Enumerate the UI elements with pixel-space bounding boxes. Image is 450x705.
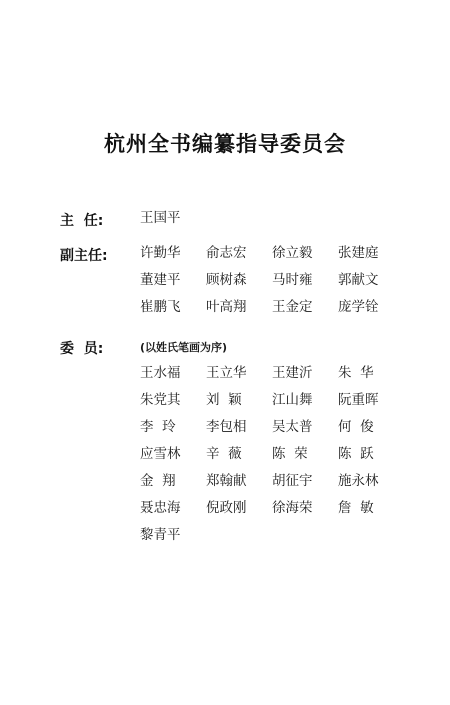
vice-chairman-name: 张建庭 bbox=[338, 245, 379, 261]
member-name: 李 玲 bbox=[140, 419, 176, 435]
member-name: 詹 敏 bbox=[338, 500, 374, 516]
vice-chairman-name: 崔鹏飞 bbox=[140, 299, 181, 315]
vice-chairman-name: 马时雍 bbox=[272, 272, 313, 288]
vice-chairman-name: 王金定 bbox=[272, 299, 313, 315]
member-name: 阮重晖 bbox=[338, 392, 379, 408]
member-name: 何 俊 bbox=[338, 419, 374, 435]
member-name: 应雪林 bbox=[140, 446, 181, 462]
member-name: 倪政刚 bbox=[206, 500, 247, 516]
member-name: 金 翔 bbox=[140, 473, 176, 489]
member-name: 辛 薇 bbox=[206, 446, 242, 462]
members-order-note: (以姓氏笔画为序) bbox=[140, 341, 228, 354]
member-name: 吴太普 bbox=[272, 419, 313, 435]
vice-chairman-label: 副主任: bbox=[60, 248, 108, 264]
vice-chairman-name: 庞学铨 bbox=[338, 299, 379, 315]
member-name: 朱党其 bbox=[140, 392, 181, 408]
vice-chairman-names bbox=[140, 245, 430, 326]
members-label: 委 员: bbox=[60, 341, 104, 357]
member-name: 朱 华 bbox=[338, 365, 374, 381]
member-name: 王立华 bbox=[206, 365, 247, 381]
vice-chairman-name: 叶高翔 bbox=[206, 299, 247, 315]
member-name: 胡征宇 bbox=[272, 473, 313, 489]
member-name: 江山舞 bbox=[272, 392, 313, 408]
member-name: 郑翰献 bbox=[206, 473, 247, 489]
member-name: 黎青平 bbox=[140, 527, 181, 543]
vice-chairman-name: 徐立毅 bbox=[272, 245, 313, 261]
member-name: 刘 颖 bbox=[206, 392, 242, 408]
member-name: 徐海荣 bbox=[272, 500, 313, 516]
member-name: 陈 跃 bbox=[338, 446, 374, 462]
vice-chairman-name: 俞志宏 bbox=[206, 245, 247, 261]
chairman-label: 主 任: bbox=[60, 213, 104, 229]
vice-chairman-name: 郭献文 bbox=[338, 272, 379, 288]
member-name: 聂忠海 bbox=[140, 500, 181, 516]
vice-chairman-name: 许勤华 bbox=[140, 245, 181, 261]
vice-chairman-name: 顾树森 bbox=[206, 272, 247, 288]
members-names bbox=[140, 365, 430, 554]
chairman-names bbox=[140, 210, 430, 237]
members-section bbox=[60, 338, 420, 548]
page-title: 杭州全书编纂指导委员会 bbox=[104, 131, 346, 156]
member-name: 王水福 bbox=[140, 365, 181, 381]
member-name: 陈 荣 bbox=[272, 446, 308, 462]
member-name: 王建沂 bbox=[272, 365, 313, 381]
member-name: 施永林 bbox=[338, 473, 379, 489]
vice-chairman-name: 董建平 bbox=[140, 272, 181, 288]
chairman-section bbox=[60, 210, 420, 230]
chairman-name: 王国平 bbox=[140, 210, 181, 226]
member-name: 李包相 bbox=[206, 419, 247, 435]
vice-chairman-section bbox=[60, 245, 420, 335]
